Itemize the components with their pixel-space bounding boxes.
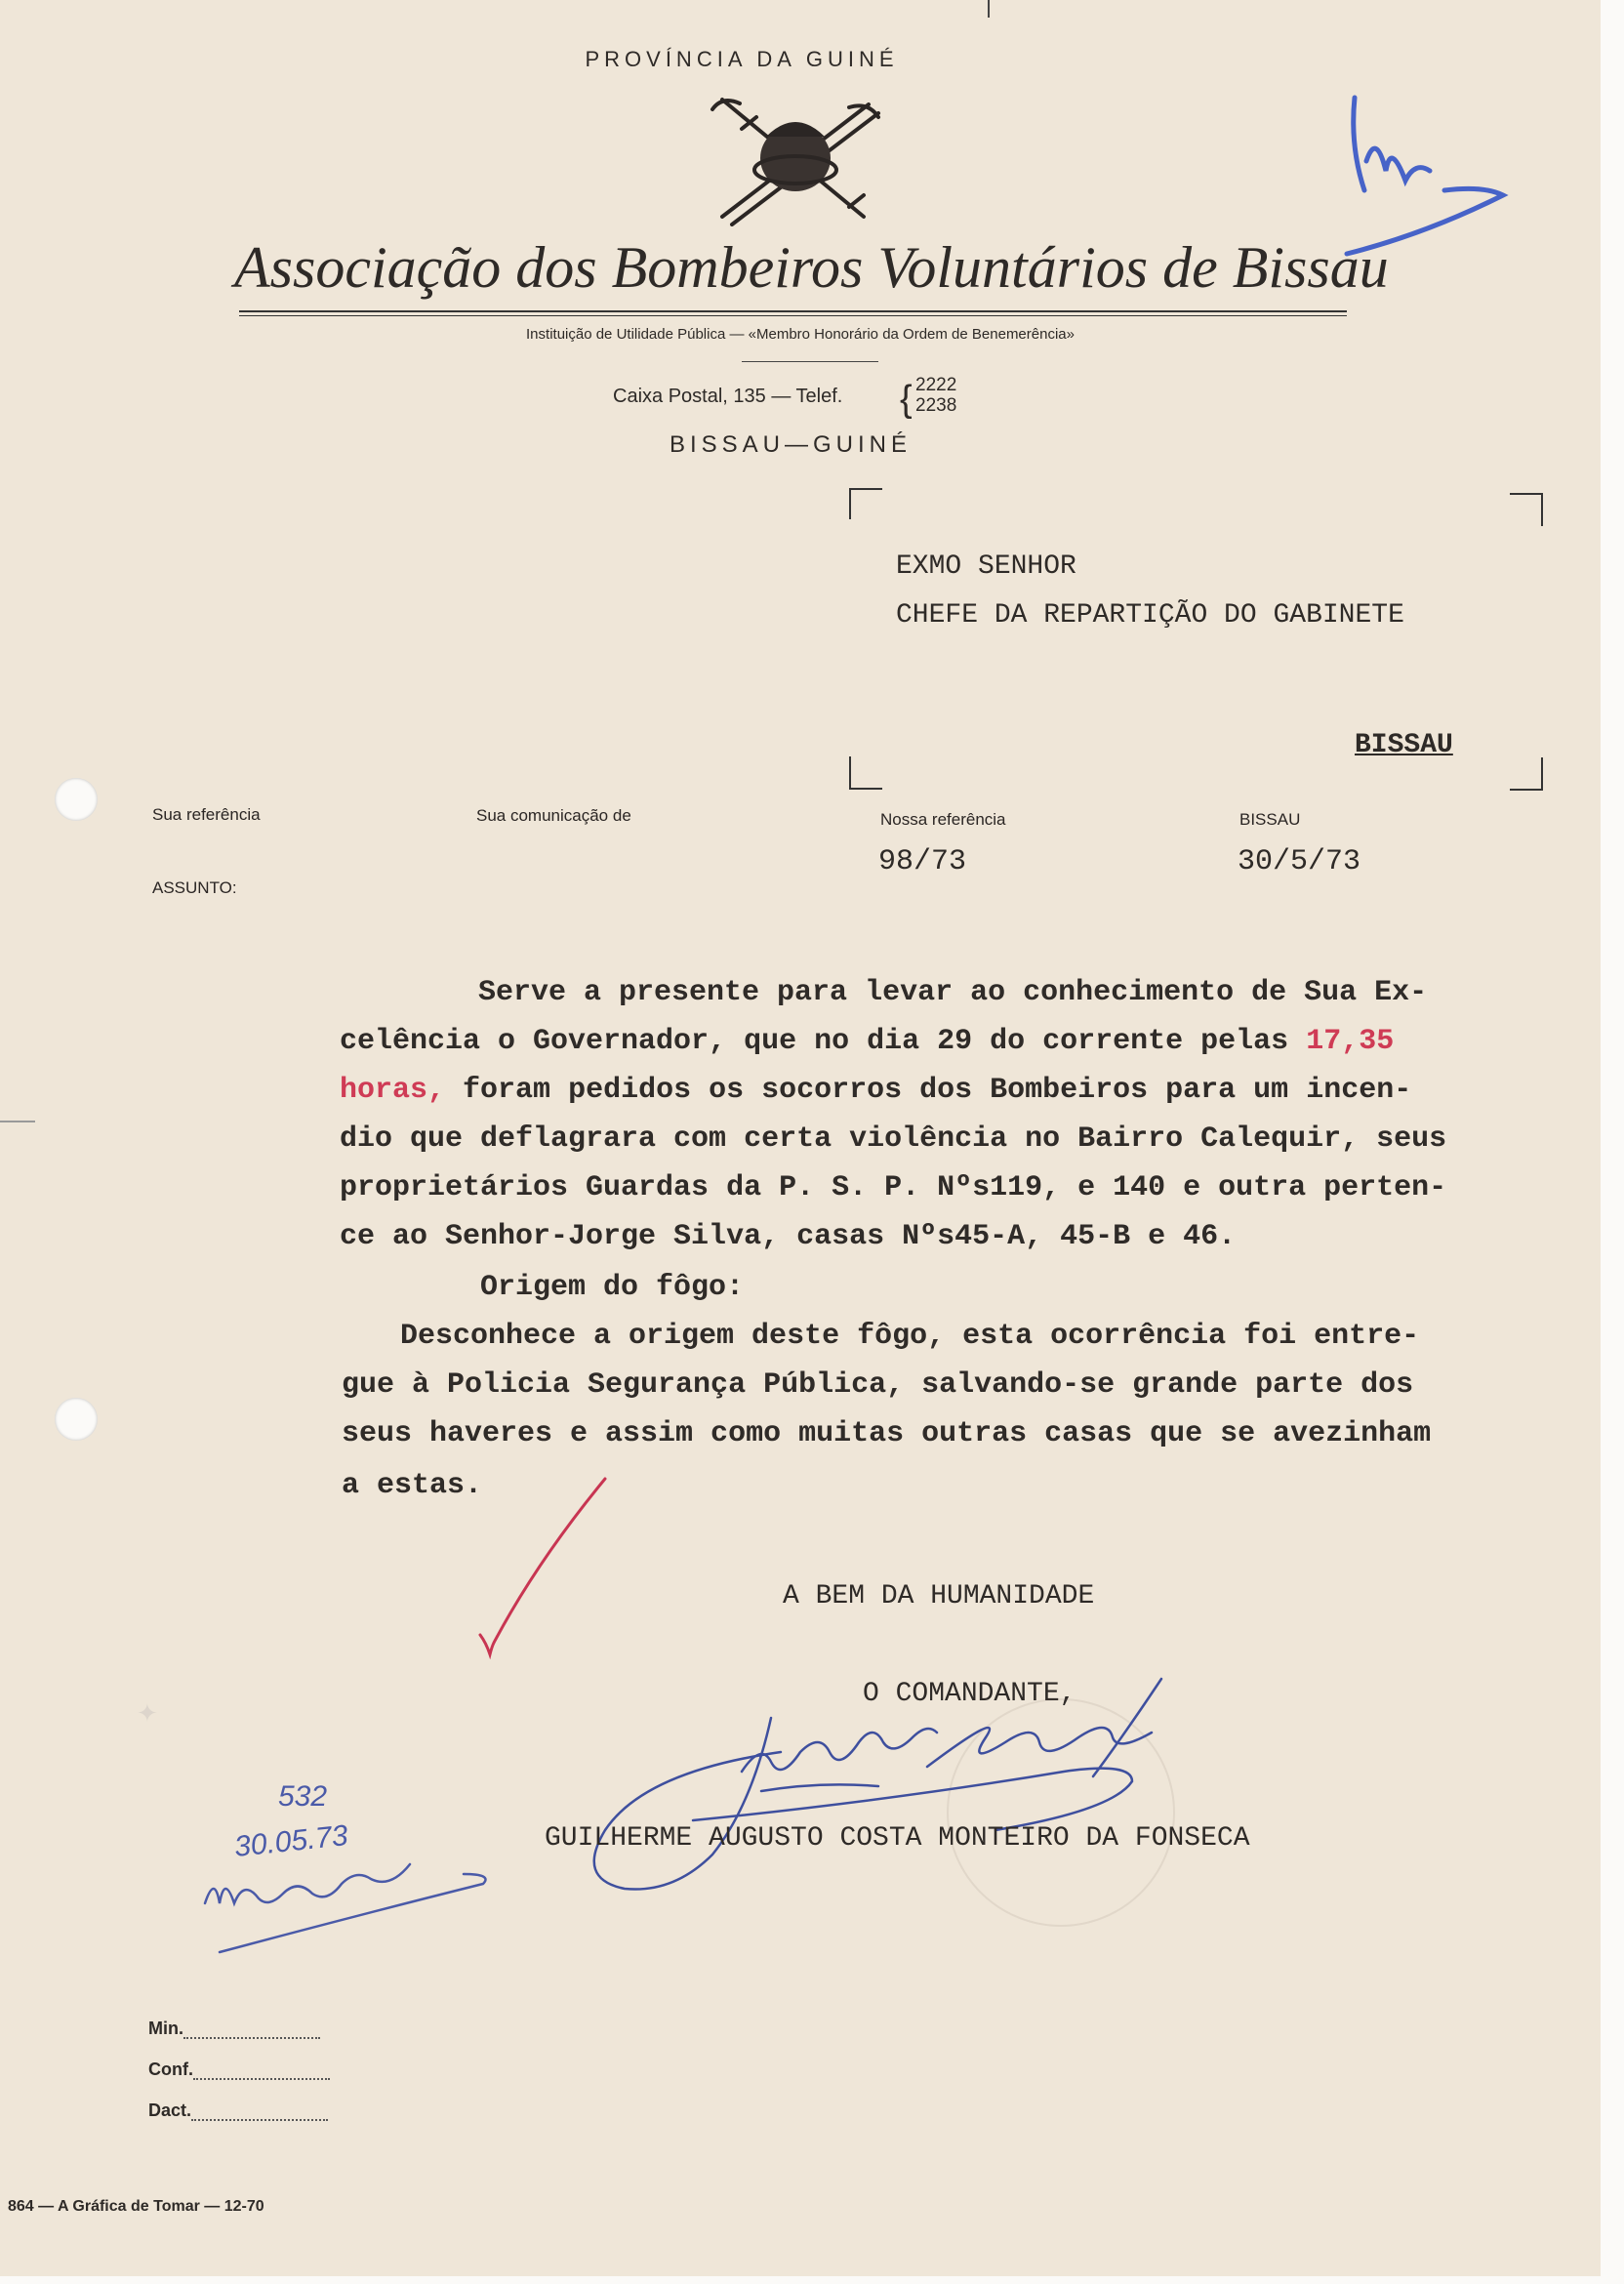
body-line: proprietários Guardas da P. S. P. Nºs119, e 140 e outra perten- bbox=[340, 1171, 1447, 1204]
printer-credit: 864 — A Gráfica de Tomar — 12-70 bbox=[8, 2198, 264, 2215]
footer-dact-label: Dact. bbox=[148, 2100, 192, 2120]
recipient-line: CHEFE DA REPARTIÇÃO DO GABINETE bbox=[896, 600, 1404, 631]
phone-numbers bbox=[915, 375, 956, 416]
recipient-city: BISSAU bbox=[1355, 730, 1453, 760]
origin-heading: Origem do fôgo: bbox=[480, 1271, 745, 1304]
body-line: Serve a presente para levar ao conhecimento de Sua Ex- bbox=[478, 976, 1428, 1009]
sua-referencia-label: Sua referência bbox=[152, 805, 261, 824]
body-line bbox=[340, 1025, 1599, 1058]
dotted-line bbox=[193, 2060, 330, 2080]
blue-handwritten-mark bbox=[1337, 93, 1513, 268]
closing-motto: A BEM DA HUMANIDADE bbox=[783, 1581, 1095, 1611]
footer-conf-label: Conf. bbox=[148, 2060, 193, 2079]
initials-signature bbox=[200, 1845, 493, 1962]
address-corner bbox=[1510, 493, 1543, 526]
fold-mark bbox=[988, 0, 990, 18]
footer-conf bbox=[148, 2060, 330, 2080]
footer-min bbox=[148, 2019, 320, 2039]
sua-comunicacao-label: Sua comunicação de bbox=[476, 806, 631, 825]
nossa-referencia-label: Nossa referência bbox=[880, 810, 1006, 829]
dotted-line bbox=[191, 2101, 328, 2121]
faint-stamp-mark bbox=[137, 1698, 160, 1729]
time-highlight: 17,35 bbox=[1306, 1025, 1395, 1058]
body-text: foram pedidos os socorros dos Bombeiros para um incen- bbox=[463, 1074, 1412, 1107]
footer-dact bbox=[148, 2100, 328, 2121]
header-rule-1 bbox=[239, 310, 1347, 312]
closing-title: O COMANDANTE, bbox=[863, 1679, 1076, 1709]
dotted-line bbox=[183, 2019, 320, 2039]
address-corner bbox=[849, 756, 882, 790]
assunto-label: ASSUNTO: bbox=[152, 878, 237, 897]
time-highlight: horas, bbox=[340, 1074, 446, 1107]
body-line: ce ao Senhor-Jorge Silva, casas Nºs45-A, 45-B e 46. bbox=[340, 1220, 1237, 1253]
postal-line: Caixa Postal, 135 — Telef. bbox=[613, 386, 843, 407]
city-header: BISSAU—GUINÉ bbox=[669, 431, 913, 458]
body-line: a estas. bbox=[342, 1469, 483, 1502]
punch-hole bbox=[55, 778, 98, 821]
body-line: gue à Policia Segurança Pública, salvando-se grande parte dos bbox=[342, 1368, 1414, 1402]
body-line: dio que deflagrara com certa violência no Bairro Calequir, seus bbox=[340, 1122, 1447, 1156]
phone-number: 2238 bbox=[915, 395, 957, 416]
commander-name: GUILHERME AUGUSTO COSTA MONTEIRO DA FONSECA bbox=[545, 1823, 1250, 1854]
faint-stamp-ornament: ✦ bbox=[137, 1698, 160, 1728]
fire-brigade-emblem-icon bbox=[703, 90, 888, 226]
body-line bbox=[340, 1074, 1599, 1107]
phone-number: 2222 bbox=[915, 375, 957, 395]
margin-mark bbox=[0, 1121, 35, 1122]
signature bbox=[576, 1674, 1298, 1898]
recipient-line: EXMO SENHOR bbox=[896, 551, 1076, 582]
stamp-date: 30.05.73 bbox=[232, 1818, 350, 1864]
footer-min-label: Min. bbox=[148, 2019, 183, 2038]
header-rule-2 bbox=[239, 315, 1347, 316]
nossa-referencia-value: 98/73 bbox=[878, 845, 967, 878]
institution-underline bbox=[742, 361, 878, 362]
red-check-mark-icon bbox=[468, 1474, 615, 1659]
body-line: seus haveres e assim como muitas outras casas que se avezinham bbox=[342, 1417, 1432, 1450]
institution-line: Instituição de Utilidade Pública — «Membro Honorário da Ordem de Benemerência» bbox=[526, 326, 1075, 343]
date-value: 30/5/73 bbox=[1238, 845, 1361, 878]
organization-name: Associação dos Bombeiros Voluntários de Bissau bbox=[234, 235, 1389, 300]
body-line: Desconhece a origem deste fôgo, esta ocorrência foi entre- bbox=[400, 1320, 1420, 1353]
address-corner bbox=[1510, 757, 1543, 791]
punch-hole bbox=[55, 1398, 98, 1441]
province-header: PROVÍNCIA DA GUINÉ bbox=[585, 47, 899, 71]
place-label: BISSAU bbox=[1239, 810, 1301, 829]
body-text: celência o Governador, que no dia 29 do corrente pelas bbox=[340, 1025, 1289, 1058]
address-corner bbox=[849, 488, 882, 519]
phone-brace: { bbox=[900, 379, 913, 420]
stamp-number: 532 bbox=[278, 1780, 328, 1813]
